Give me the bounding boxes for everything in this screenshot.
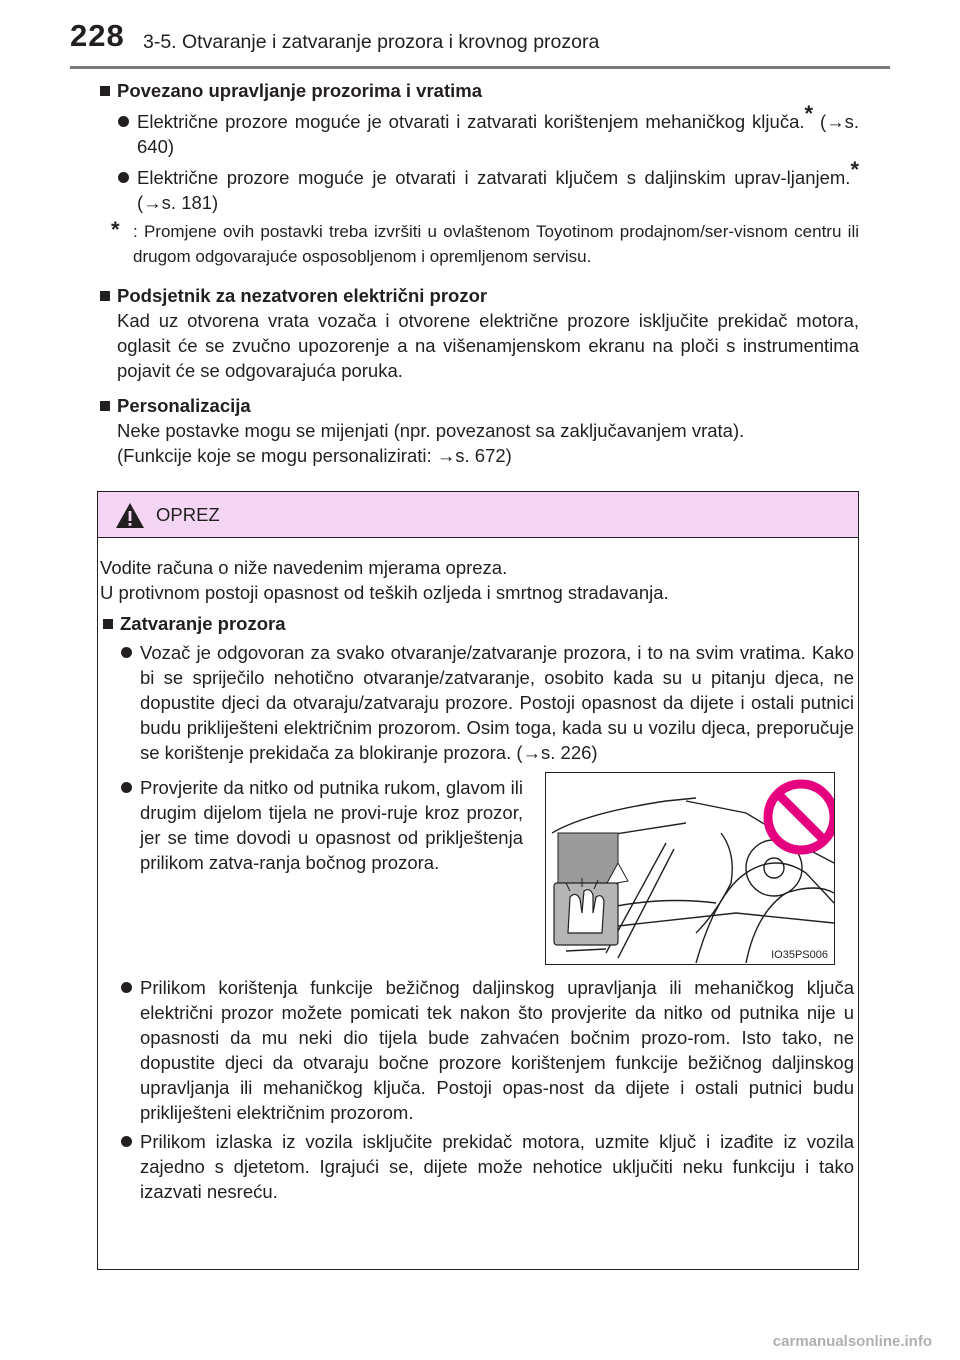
footnote xyxy=(97,219,859,269)
page-header xyxy=(0,0,960,70)
chapter-title: 3-5. Otvaranje i zatvaranje prozora i krovnog prozora xyxy=(143,31,600,53)
bullet-text: Električne prozore moguće je otvarati i zatvarati korištenjem mehaničkog ključa. xyxy=(137,111,805,132)
caution-header xyxy=(98,492,858,538)
list-item: Prilikom izlaska iz vozila isključite prekidač motora, uzmite ključ i izađite iz vozila zajedno s djetetom. Igrajući se, dijete može nehotice uključiti neku funkciju i tako izazvati nesreću. xyxy=(100,1129,854,1204)
list-item: Provjerite da nitko od putnika rukom, glavom ili drugim dijelom tijela ne provi-ruje kroz prozor, jer se time dovodi u opasnost od priklještenja prilikom zatva-ranja bočnog prozora. xyxy=(100,775,523,875)
caution-body xyxy=(100,555,854,1204)
list-item xyxy=(97,100,859,159)
caution-title: OPREZ xyxy=(156,504,220,525)
main-content xyxy=(97,76,859,468)
illustration-drawing xyxy=(546,773,834,964)
list-item: Prilikom korištenja funkcije bežičnog daljinskog upravljanja ili mehaničkog ključa električni prozor možete pomicati tek nakon što provjerite da nitko od putnika nije u opasnosti da mu neki dio tijela bude zahvaćen bočnim prozo-rom. Isto tako, ne dopustite djeci da otvaraju bočne prozore korištenjem funkcije bežičnog daljinskog upravljanja ili mehaničkog ključa. Postoji opas-nost da dijete i ostali putnici budu prikliješteni električnim prozorom. xyxy=(100,975,854,1125)
figure-row xyxy=(100,775,854,971)
warning-icon xyxy=(115,502,145,529)
list-item xyxy=(97,156,859,215)
caution-intro: Vodite računa o niže navedenim mjerama opreza. xyxy=(100,557,508,578)
list-item: Vozač je odgovoran za svako otvaranje/zatvaranje prozora, i to na svim vratima. Kako bi se spriječilo nehotično otvaranje/zatvaranje, osobito kada su u pitanju djeca, ne dopustite djeci da otvaraju/zatvaraju prozore. Postoji opasnost da dijete i ostali putnici budu prikliješteni električnim prozorom. Osim toga, kada su u vozilu djeca, preporučuje se korištenje prekidača za blokiranje prozora. (→s. 226) xyxy=(100,640,854,765)
section-text: Kad uz otvorena vrata vozača i otvorene električne prozore isključite prekidač motora, oglasit će se zvučno upozorenje a na višenamjenskom ekranu na ploči s instrumentima pojavit će se odgovarajuća poruka. xyxy=(117,310,859,381)
section-title-linked-control: Povezano upravljanje prozorima i vratima xyxy=(97,78,859,103)
figure-code: IO35PS006 xyxy=(771,949,828,961)
watermark[interactable]: carmanualsonline.info xyxy=(772,1333,932,1350)
asterisk-mark: * xyxy=(804,100,814,126)
pinch-hazard-illustration xyxy=(545,772,835,965)
caution-box xyxy=(97,491,859,1270)
section-text: Neke postavke mogu se mijenjati (npr. povezanost sa zaključavanjem vrata). xyxy=(117,420,745,441)
footnote-text: : Promjene ovih postavki treba izvršiti u ovlaštenom Toyotinom prodajnom/ser-visnom centru ili drugom odgovarajuće osposobljenom i opremljenom servisu. xyxy=(133,222,859,266)
asterisk-mark: * xyxy=(850,156,859,182)
bullet-text: Električne prozore moguće je otvarati i zatvarati ključem s daljinskim uprav-ljanjem. xyxy=(137,167,851,188)
section-title-personalization: Personalizacija xyxy=(97,393,859,418)
section-title-window-reminder: Podsjetnik za nezatvoren električni prozor xyxy=(97,283,859,308)
page-reference: (→s. 640) xyxy=(137,111,859,157)
page-number: 228 xyxy=(70,18,125,53)
footnote-mark: * xyxy=(111,217,120,242)
caution-intro: U protivnom postoji opasnost od teških ozljeda i smrtnog stradavanja. xyxy=(100,582,669,603)
header-rule xyxy=(70,66,890,69)
caution-section-title: Zatvaranje prozora xyxy=(100,611,854,636)
page-reference: (→s. 181) xyxy=(137,192,219,213)
section-text: (Funkcije koje se mogu personalizirati: →s. 672) xyxy=(117,445,512,466)
